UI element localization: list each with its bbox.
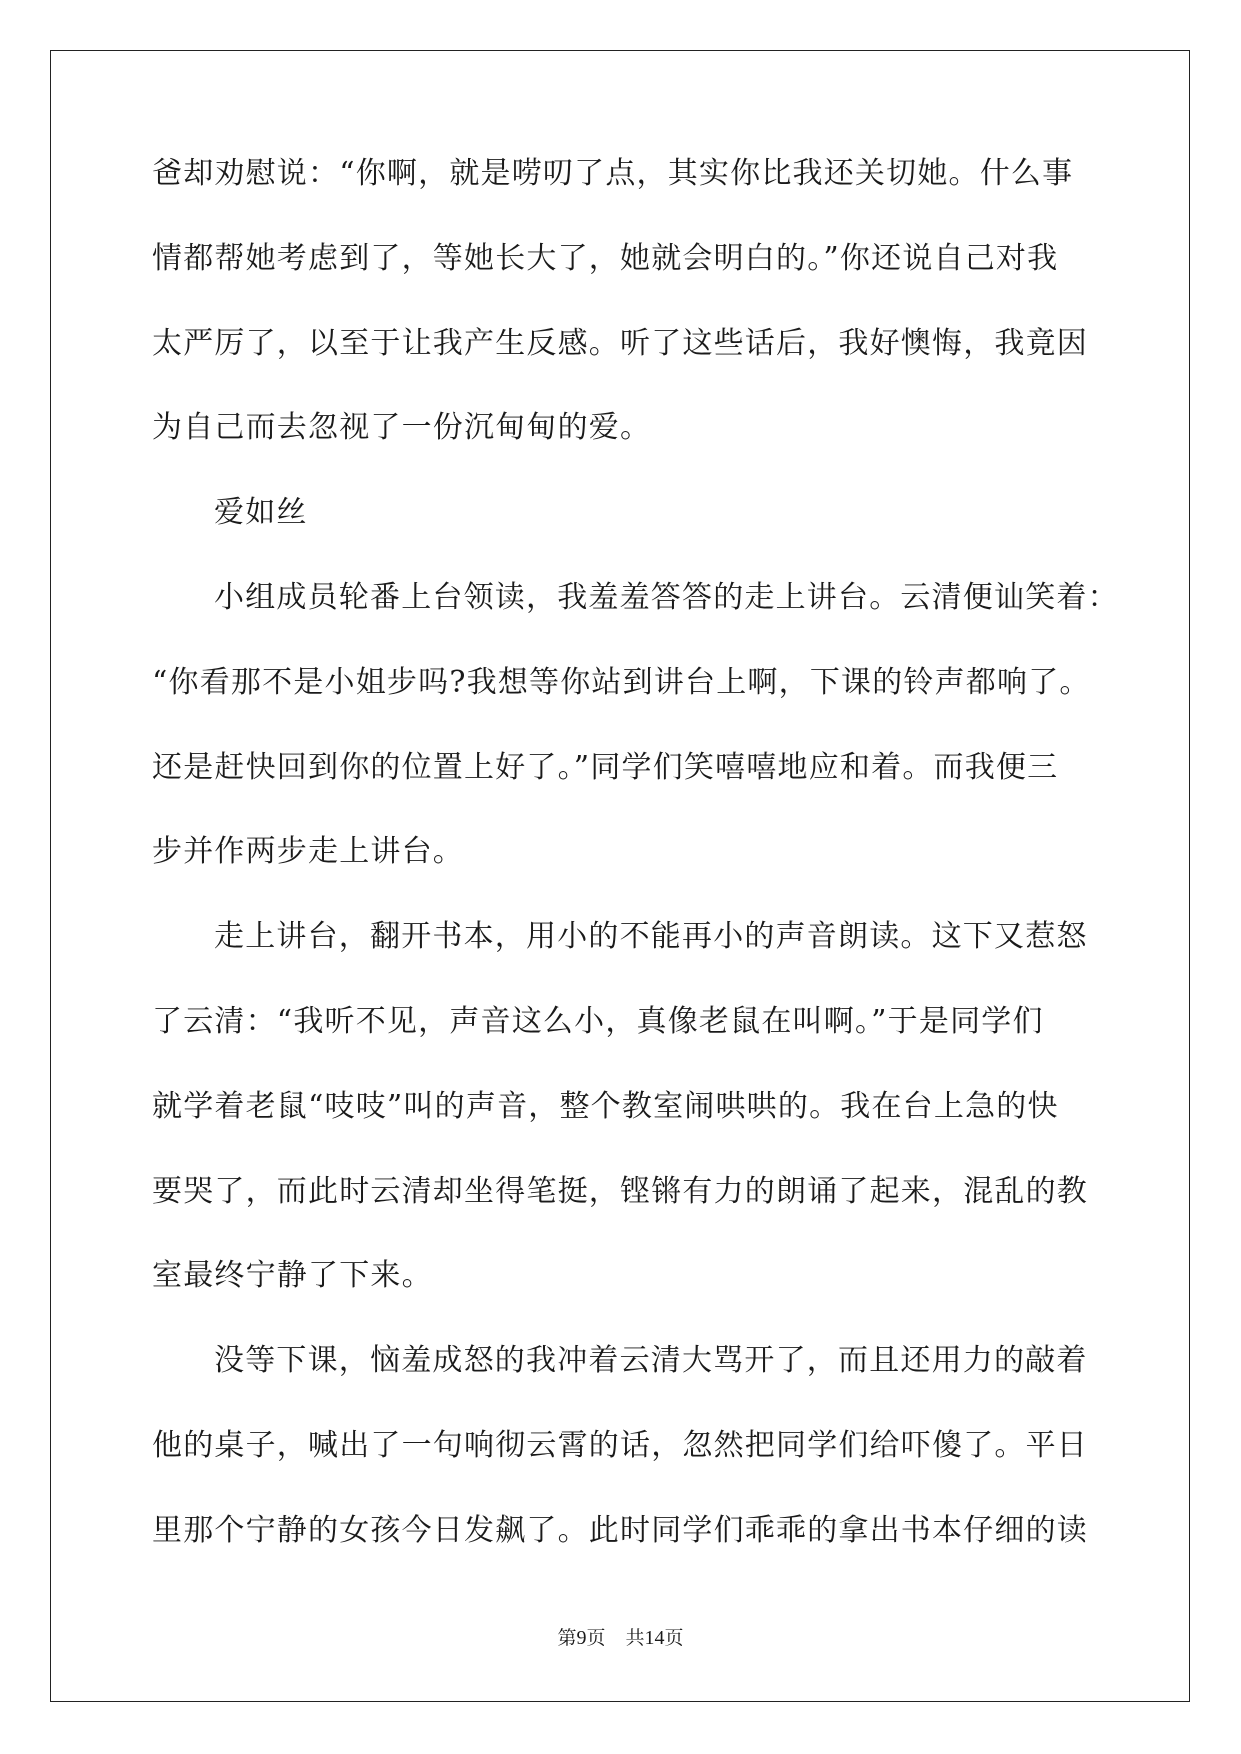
document-body — [152, 155, 1119, 1597]
footer-total-suffix: 页 — [664, 1627, 684, 1649]
footer-total-prefix: 共 — [625, 1627, 645, 1649]
text-line: 就学着老鼠“吱吱”叫的声音，整个教室闹哄哄的。我在台上急的快 — [152, 1088, 1059, 1124]
page-footer — [0, 1626, 1241, 1650]
text-line: 太严厉了，以至于让我产生反感。听了这些话后，我好懊悔，我竟因 — [152, 325, 1088, 361]
section-heading: 爱如丝 — [214, 495, 308, 531]
footer-page-suffix: 页 — [586, 1627, 606, 1649]
text-line: 情都帮她考虑到了，等她长大了，她就会明白的。”你还说自己对我 — [152, 240, 1059, 276]
page-number: 9 — [576, 1627, 587, 1649]
text-line: 室最终宁静了下来。 — [152, 1258, 433, 1294]
text-line: 还是赶快回到你的位置上好了。”同学们笑嘻嘻地应和着。而我便三 — [152, 749, 1059, 785]
text-line: 他的桌子，喊出了一句响彻云霄的话，忽然把同学们给吓傻了。平日 — [152, 1427, 1088, 1463]
text-line: 了云清：“我听不见，声音这么小，真像老鼠在叫啊。”于是同学们 — [152, 1003, 1044, 1039]
text-line: 走上讲台，翻开书本，用小的不能再小的声音朗读。这下又惹怒 — [214, 919, 1088, 955]
text-line: “你看那不是小姐步吗?我想等你站到讲台上啊，下课的铃声都响了。 — [152, 664, 1091, 700]
footer-prefix: 第 — [557, 1627, 577, 1649]
total-pages: 14 — [644, 1627, 665, 1649]
text-line: 要哭了，而此时云清却坐得笔挺，铿锵有力的朗诵了起来，混乱的教 — [152, 1173, 1088, 1209]
text-line: 爸却劝慰说：“你啊，就是唠叨了点，其实你比我还关切她。什么事 — [152, 156, 1074, 191]
text-line: 小组成员轮番上台领读，我羞羞答答的走上讲台。云清便讪笑着： — [214, 579, 1119, 615]
text-line: 为自己而去忽视了一份沉甸甸的爱。 — [152, 410, 652, 446]
text-line: 没等下课，恼羞成怒的我冲着云清大骂开了，而且还用力的敲着 — [214, 1343, 1088, 1379]
text-line: 步并作两步走上讲台。 — [152, 834, 464, 870]
text-line: 里那个宁静的女孩今日发飙了。此时同学们乖乖的拿出书本仔细的读 — [152, 1512, 1088, 1548]
